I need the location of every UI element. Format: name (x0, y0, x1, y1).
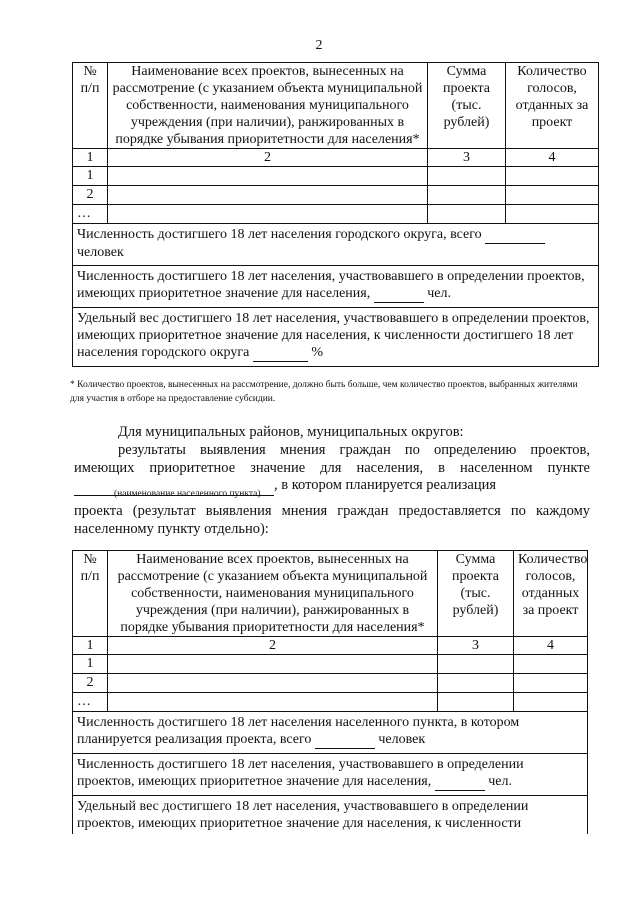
header-num: № п/п (73, 63, 108, 149)
table-row (73, 693, 588, 712)
empty-cell (514, 674, 588, 693)
empty-cell (438, 674, 514, 693)
share-unit: % (311, 345, 323, 360)
population-total-blank (315, 731, 375, 749)
participated-label: Численность достигшего 18 лет населения, участвовавшего в определении проектов, имеющих приоритетное значение для населения, (77, 269, 585, 301)
population-total-blank (485, 226, 545, 244)
table-row (73, 167, 599, 186)
empty-cell (438, 655, 514, 674)
empty-cell (506, 186, 599, 205)
empty-cell (108, 655, 438, 674)
empty-cell (506, 167, 599, 186)
section-paragraph-1 (74, 442, 590, 496)
header-name: Наименование всех проектов, вынесенных на рассмотрение (с указанием объекта муниципальной собственности, наименования муниципального учреждения (при наличии), ранжированных в порядке убывания приоритетности для населения* (108, 551, 438, 637)
share-row (73, 796, 588, 835)
header-sum: Сумма проекта (тыс. рублей) (428, 63, 506, 149)
header-votes: Количество голосов, отданных за проект (506, 63, 599, 149)
empty-cell (108, 205, 428, 224)
column-number: 1 (73, 637, 108, 655)
table-header-row (73, 63, 599, 149)
share-label: Удельный вес достигшего 18 лет населения, участвовавшего в определении проектов, имеющих приоритетное значение для населения, к численности достигшего 18 лет населения городского округа (77, 311, 590, 360)
column-number: 3 (428, 149, 506, 167)
column-number: 1 (73, 149, 108, 167)
empty-cell (428, 167, 506, 186)
population-total-row (73, 224, 599, 266)
paragraph-1-tail: , в котором планируется реализация (274, 477, 497, 493)
header-sum: Сумма проекта (тыс. рублей) (438, 551, 514, 637)
empty-cell (506, 205, 599, 224)
empty-cell (108, 167, 428, 186)
empty-cell (438, 693, 514, 712)
population-total-label: Численность достигшего 18 лет населения городского округа, всего (77, 227, 482, 242)
column-number: 4 (514, 637, 588, 655)
row-number: 2 (73, 674, 108, 693)
section-paragraph-2: проекта (результат выявления мнения граждан предоставляется по каждому населенному пункту отдельно): (74, 503, 590, 537)
participated-label: Численность достигшего 18 лет населения, участвовавшего в определении проектов, имеющих приоритетное значение для населения, (77, 757, 524, 789)
population-total-unit: человек (77, 245, 124, 260)
column-number: 3 (438, 637, 514, 655)
column-number: 2 (108, 149, 428, 167)
participated-unit: чел. (427, 286, 451, 301)
row-number: 2 (73, 186, 108, 205)
row-number: 1 (73, 167, 108, 186)
table-row (73, 655, 588, 674)
population-total-unit: человек (378, 732, 426, 747)
participated-blank (374, 285, 424, 303)
participated-blank (435, 773, 485, 791)
participated-row (73, 266, 599, 308)
share-blank (253, 344, 308, 362)
header-votes: Количество голосов, отданных за проект (514, 551, 588, 637)
row-number: … (73, 693, 108, 712)
header-num: № п/п (73, 551, 108, 637)
page-number: 2 (315, 38, 323, 53)
population-total-label: Численность достигшего 18 лет населения населенного пункта, в котором планируется реализация проекта, всего (77, 715, 520, 747)
footnote: * Количество проектов, вынесенных на рассмотрение, должно быть больше, чем количество проектов, выбранных жителями для участия в отборе на предоставление субсидии. (70, 380, 578, 404)
empty-cell (108, 674, 438, 693)
header-name: Наименование всех проектов, вынесенных на рассмотрение (с указанием объекта муниципальной собственности, наименования муниципального учреждения (при наличии), ранжированных в порядке убывания приоритетности для населения* (108, 63, 428, 149)
row-number: 1 (73, 655, 108, 674)
empty-cell (108, 693, 438, 712)
share-label: Удельный вес достигшего 18 лет населения, участвовавшего в определении проектов, имеющих приоритетное значение для населения, к численности (77, 799, 529, 831)
participated-row (73, 754, 588, 796)
empty-cell (514, 655, 588, 674)
table-row (73, 205, 599, 224)
population-total-row (73, 712, 588, 754)
column-number: 2 (108, 637, 438, 655)
column-number: 4 (506, 149, 599, 167)
empty-cell (428, 186, 506, 205)
column-numbers-row (73, 637, 588, 655)
projects-table-2 (72, 550, 588, 834)
empty-cell (108, 186, 428, 205)
column-numbers-row (73, 149, 599, 167)
row-number: … (73, 205, 108, 224)
paragraph-1-text: результаты выявления мнения граждан по определению проектов, имеющих приоритетное значение для населения, в населенном пункте (74, 442, 590, 476)
participated-unit: чел. (488, 774, 512, 789)
table-row (73, 186, 599, 205)
projects-table-1 (72, 62, 599, 367)
share-row (73, 308, 599, 367)
table-row (73, 674, 588, 693)
table-header-row (73, 551, 588, 637)
section-intro: Для муниципальных районов, муниципальных округов: (118, 424, 464, 440)
empty-cell (514, 693, 588, 712)
empty-cell (428, 205, 506, 224)
settlement-caption: (наименование населенного пункта) (114, 489, 261, 499)
